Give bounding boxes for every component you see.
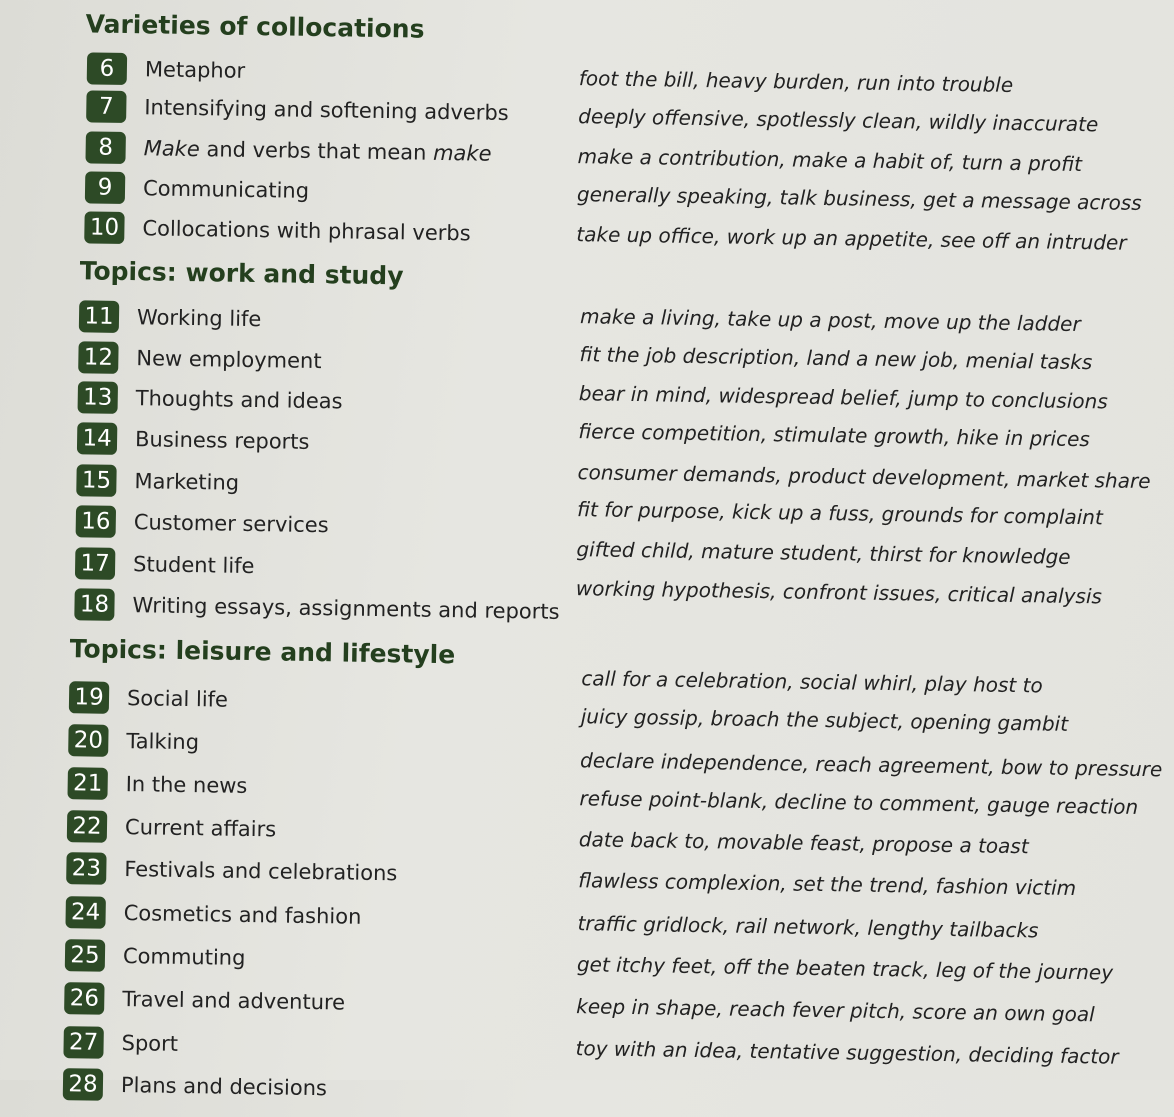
unit-number-badge: 23 — [66, 852, 106, 885]
unit-collocations: make a living, take up a post, move up the ladder — [579, 303, 1081, 336]
unit-title — [123, 901, 361, 929]
unit-title-part: Current affairs — [124, 814, 277, 842]
unit-title — [136, 346, 322, 373]
unit-row — [64, 982, 345, 1018]
unit-number-badge: 10 — [84, 211, 124, 244]
unit-collocations: generally speaking, talk business, get a message across — [576, 181, 1142, 215]
unit-title-part: Thoughts and ideas — [135, 385, 343, 414]
unit-title — [135, 427, 310, 454]
unit-row — [74, 588, 560, 628]
unit-collocations: fierce competition, stimulate growth, hike in prices — [578, 418, 1090, 451]
unit-title-part: Working life — [136, 304, 262, 331]
unit-title-part: Writing essays, assignments and reports — [132, 592, 560, 624]
unit-title — [133, 552, 255, 578]
unit-collocations: keep in shape, reach fever pitch, score an own goal — [576, 993, 1095, 1026]
unit-collocations: traffic gridlock, rail network, lengthy tailbacks — [577, 910, 1039, 942]
unit-collocations: make a contribution, make a habit of, turn a profit — [577, 143, 1083, 176]
unit-number-badge: 12 — [78, 341, 118, 374]
unit-row — [68, 724, 199, 758]
unit-title-part: make — [432, 140, 492, 166]
unit-number-badge: 14 — [77, 422, 117, 455]
unit-title-part: and verbs that mean — [199, 136, 434, 165]
unit-collocations: consumer demands, product development, market share — [577, 459, 1151, 493]
unit-title-part: Metaphor — [144, 56, 246, 83]
unit-row — [63, 1068, 327, 1104]
unit-row — [78, 341, 322, 377]
unit-title — [142, 216, 471, 245]
unit-title — [134, 469, 239, 495]
unit-number-badge: 17 — [75, 547, 115, 580]
unit-row — [66, 852, 397, 889]
unit-number-badge: 20 — [68, 724, 108, 757]
unit-row — [69, 681, 228, 715]
unit-number-badge: 8 — [85, 131, 125, 164]
unit-collocations: juicy gossip, broach the subject, opening gambit — [580, 703, 1069, 736]
unit-number-badge: 9 — [85, 171, 125, 204]
unit-title — [121, 1073, 327, 1100]
unit-title-part: Student life — [132, 551, 255, 578]
unit-title-part: In the news — [125, 771, 248, 798]
unit-title — [124, 857, 397, 885]
unit-collocations: deeply offensive, spotlessly clean, wildly inaccurate — [578, 103, 1099, 136]
section-heading: Varieties of collocations — [85, 9, 425, 44]
unit-number-badge: 13 — [78, 381, 118, 414]
unit-collocations: fit for purpose, kick up a fuss, grounds for complaint — [576, 496, 1103, 530]
unit-number-badge: 7 — [86, 90, 126, 123]
unit-title — [144, 95, 509, 125]
unit-collocations: flawless complexion, set the trend, fashion victim — [578, 867, 1077, 900]
unit-title-part: Communicating — [142, 175, 310, 203]
unit-number-badge: 27 — [63, 1026, 103, 1059]
unit-row — [77, 422, 310, 458]
unit-row — [85, 171, 309, 207]
unit-title — [123, 944, 246, 970]
unit-number-badge: 21 — [67, 767, 107, 800]
unit-collocations: toy with an idea, tentative suggestion, deciding factor — [575, 1035, 1119, 1069]
unit-number-badge: 16 — [76, 505, 116, 538]
unit-row — [65, 896, 361, 933]
unit-title-part: Sport — [121, 1030, 179, 1056]
unit-title — [126, 729, 199, 754]
section-heading: Topics: work and study — [79, 255, 404, 290]
unit-title-part: Intensifying and softening adverbs — [144, 94, 509, 125]
unit-collocations: working hypothesis, confront issues, critical analysis — [575, 575, 1103, 609]
unit-row — [63, 1026, 178, 1060]
unit-collocations: gifted child, mature student, thirst for knowledge — [576, 536, 1071, 569]
unit-collocations: get itchy feet, off the beaten track, leg of the journey — [576, 951, 1114, 985]
unit-title — [121, 1031, 178, 1056]
unit-number-badge: 18 — [74, 588, 114, 621]
unit-number-badge: 26 — [64, 982, 104, 1015]
section-heading: Topics: leisure and lifestyle — [69, 634, 456, 670]
unit-row — [75, 547, 255, 582]
unit-title-part: Collocations with phrasal verbs — [142, 215, 471, 245]
unit-collocations: date back to, movable feast, propose a toast — [578, 826, 1029, 858]
unit-title — [126, 772, 248, 798]
unit-number-badge: 28 — [63, 1068, 103, 1101]
unit-row — [85, 131, 491, 169]
unit-title-part: Business reports — [134, 426, 310, 454]
unit-title-part: Talking — [126, 728, 200, 754]
unit-number-badge: 24 — [65, 896, 105, 929]
unit-row — [76, 505, 329, 541]
unit-title-part: Cosmetics and fashion — [123, 900, 362, 929]
unit-title-part: Travel and adventure — [122, 986, 346, 1015]
unit-row — [65, 939, 246, 974]
unit-number-badge: 19 — [69, 681, 109, 714]
unit-title-part: Make — [143, 135, 200, 161]
unit-number-badge: 22 — [67, 810, 107, 843]
unit-title-part: Marketing — [134, 468, 240, 495]
unit-collocations: refuse point-blank, decline to comment, gauge reaction — [579, 785, 1139, 819]
unit-title — [143, 176, 309, 203]
unit-row — [86, 90, 509, 129]
unit-row — [79, 300, 262, 335]
unit-row — [84, 211, 471, 249]
unit-row — [76, 464, 239, 499]
unit-collocations: declare independence, reach agreement, bow to pressure — [579, 747, 1163, 781]
unit-number-badge: 15 — [76, 464, 116, 497]
unit-title — [137, 305, 262, 331]
unit-row — [87, 52, 246, 86]
unit-title — [134, 510, 329, 537]
unit-title-part: Plans and decisions — [120, 1072, 328, 1100]
unit-collocations: bear in mind, widespread belief, jump to conclusions — [578, 380, 1108, 414]
unit-title — [125, 815, 277, 841]
unit-collocations: call for a celebration, social whirl, play host to — [581, 665, 1043, 697]
unit-title-part: New employment — [136, 345, 322, 373]
unit-collocations: foot the bill, heavy burden, run into trouble — [578, 65, 1014, 97]
unit-title — [127, 686, 228, 712]
unit-title — [145, 57, 246, 83]
unit-title — [132, 593, 559, 624]
unit-title — [144, 136, 492, 165]
unit-title-part: Customer services — [133, 509, 329, 537]
unit-title-part: Commuting — [122, 943, 246, 970]
unit-number-badge: 11 — [79, 300, 119, 333]
unit-number-badge: 6 — [87, 52, 127, 85]
unit-title-part: Social life — [126, 685, 229, 712]
unit-title-part: Festivals and celebrations — [124, 856, 398, 886]
unit-title — [122, 987, 345, 1014]
unit-collocations: take up office, work up an appetite, see off an intruder — [576, 221, 1127, 255]
unit-title — [136, 386, 343, 413]
unit-number-badge: 25 — [65, 939, 105, 972]
unit-collocations: fit the job description, land a new job, menial tasks — [579, 341, 1093, 374]
unit-row — [67, 767, 247, 802]
unit-row — [78, 381, 343, 417]
unit-row — [67, 810, 277, 845]
